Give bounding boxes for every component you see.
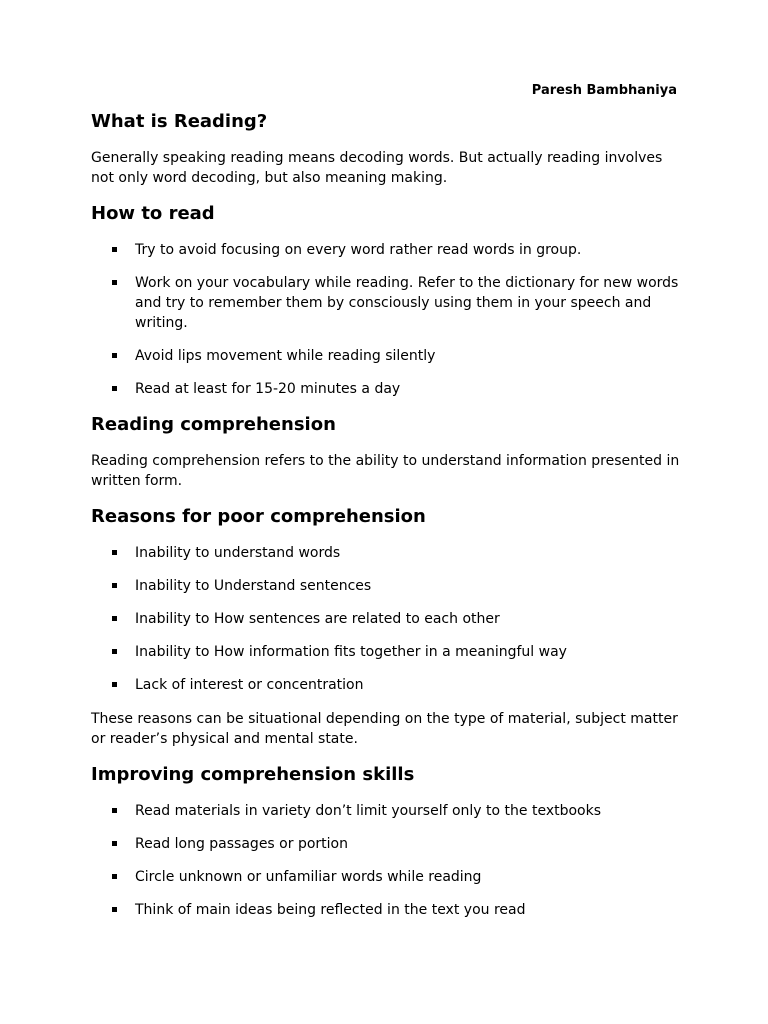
square-bullet-icon bbox=[112, 583, 117, 588]
list-item bbox=[91, 675, 681, 695]
square-bullet-icon bbox=[112, 280, 117, 285]
square-bullet-icon bbox=[112, 247, 117, 252]
list-item-text: Work on your vocabulary while reading. Refer to the dictionary for new words and try to remember them by consciously using them in your speech and writing. bbox=[135, 275, 679, 331]
list-item-text: Read materials in variety don’t limit yourself only to the textbooks bbox=[135, 803, 602, 819]
list-item bbox=[91, 346, 681, 366]
list-item bbox=[91, 642, 681, 662]
square-bullet-icon bbox=[112, 841, 117, 846]
bullet-list-improving-comprehension bbox=[91, 801, 681, 920]
document-body bbox=[91, 110, 681, 934]
list-item bbox=[91, 867, 681, 887]
list-item bbox=[91, 379, 681, 399]
list-item-text: Lack of interest or concentration bbox=[135, 677, 364, 693]
list-item-text: Circle unknown or unfamiliar words while reading bbox=[135, 869, 482, 885]
section-heading-how-to-read: How to read bbox=[91, 203, 215, 224]
list-item-text: Think of main ideas being reflected in the text you read bbox=[135, 902, 526, 918]
section-paragraph-reasons-situational: These reasons can be situational depending on the type of material, subject matter or reader’s physical and mental state. bbox=[91, 711, 678, 747]
list-item bbox=[91, 273, 681, 333]
list-item-text: Inability to understand words bbox=[135, 545, 341, 561]
square-bullet-icon bbox=[112, 353, 117, 358]
square-bullet-icon bbox=[112, 386, 117, 391]
section-paragraph-what-is-reading: Generally speaking reading means decoding words. But actually reading involves not only word decoding, but also meaning making. bbox=[91, 150, 663, 186]
section-heading-improving-comprehension: Improving comprehension skills bbox=[91, 764, 415, 785]
square-bullet-icon bbox=[112, 907, 117, 912]
list-item bbox=[91, 801, 681, 821]
list-item-text: Read at least for 15-20 minutes a day bbox=[135, 381, 401, 397]
square-bullet-icon bbox=[112, 682, 117, 687]
list-item-text: Avoid lips movement while reading silently bbox=[135, 348, 436, 364]
section-heading-reading-comprehension: Reading comprehension bbox=[91, 414, 336, 435]
list-item bbox=[91, 240, 681, 260]
list-item-text: Try to avoid focusing on every word rather read words in group. bbox=[135, 242, 582, 258]
square-bullet-icon bbox=[112, 649, 117, 654]
list-item bbox=[91, 834, 681, 854]
list-item bbox=[91, 900, 681, 920]
section-heading-reasons-poor-comprehension: Reasons for poor comprehension bbox=[91, 506, 426, 527]
list-item-text: Inability to How sentences are related to each other bbox=[135, 611, 500, 627]
square-bullet-icon bbox=[112, 808, 117, 813]
square-bullet-icon bbox=[112, 874, 117, 879]
author-name: Paresh Bambhaniya bbox=[531, 83, 677, 98]
list-item-text: Read long passages or portion bbox=[135, 836, 348, 852]
section-paragraph-reading-comprehension: Reading comprehension refers to the ability to understand information presented in written form. bbox=[91, 453, 680, 489]
list-item bbox=[91, 576, 681, 596]
list-item-text: Inability to How information fits together in a meaningful way bbox=[135, 644, 567, 660]
bullet-list-how-to-read bbox=[91, 240, 681, 399]
list-item bbox=[91, 609, 681, 629]
square-bullet-icon bbox=[112, 550, 117, 555]
list-item bbox=[91, 543, 681, 563]
square-bullet-icon bbox=[112, 616, 117, 621]
section-heading-what-is-reading: What is Reading? bbox=[91, 111, 268, 132]
bullet-list-reasons-poor-comprehension bbox=[91, 543, 681, 695]
list-item-text: Inability to Understand sentences bbox=[135, 578, 372, 594]
